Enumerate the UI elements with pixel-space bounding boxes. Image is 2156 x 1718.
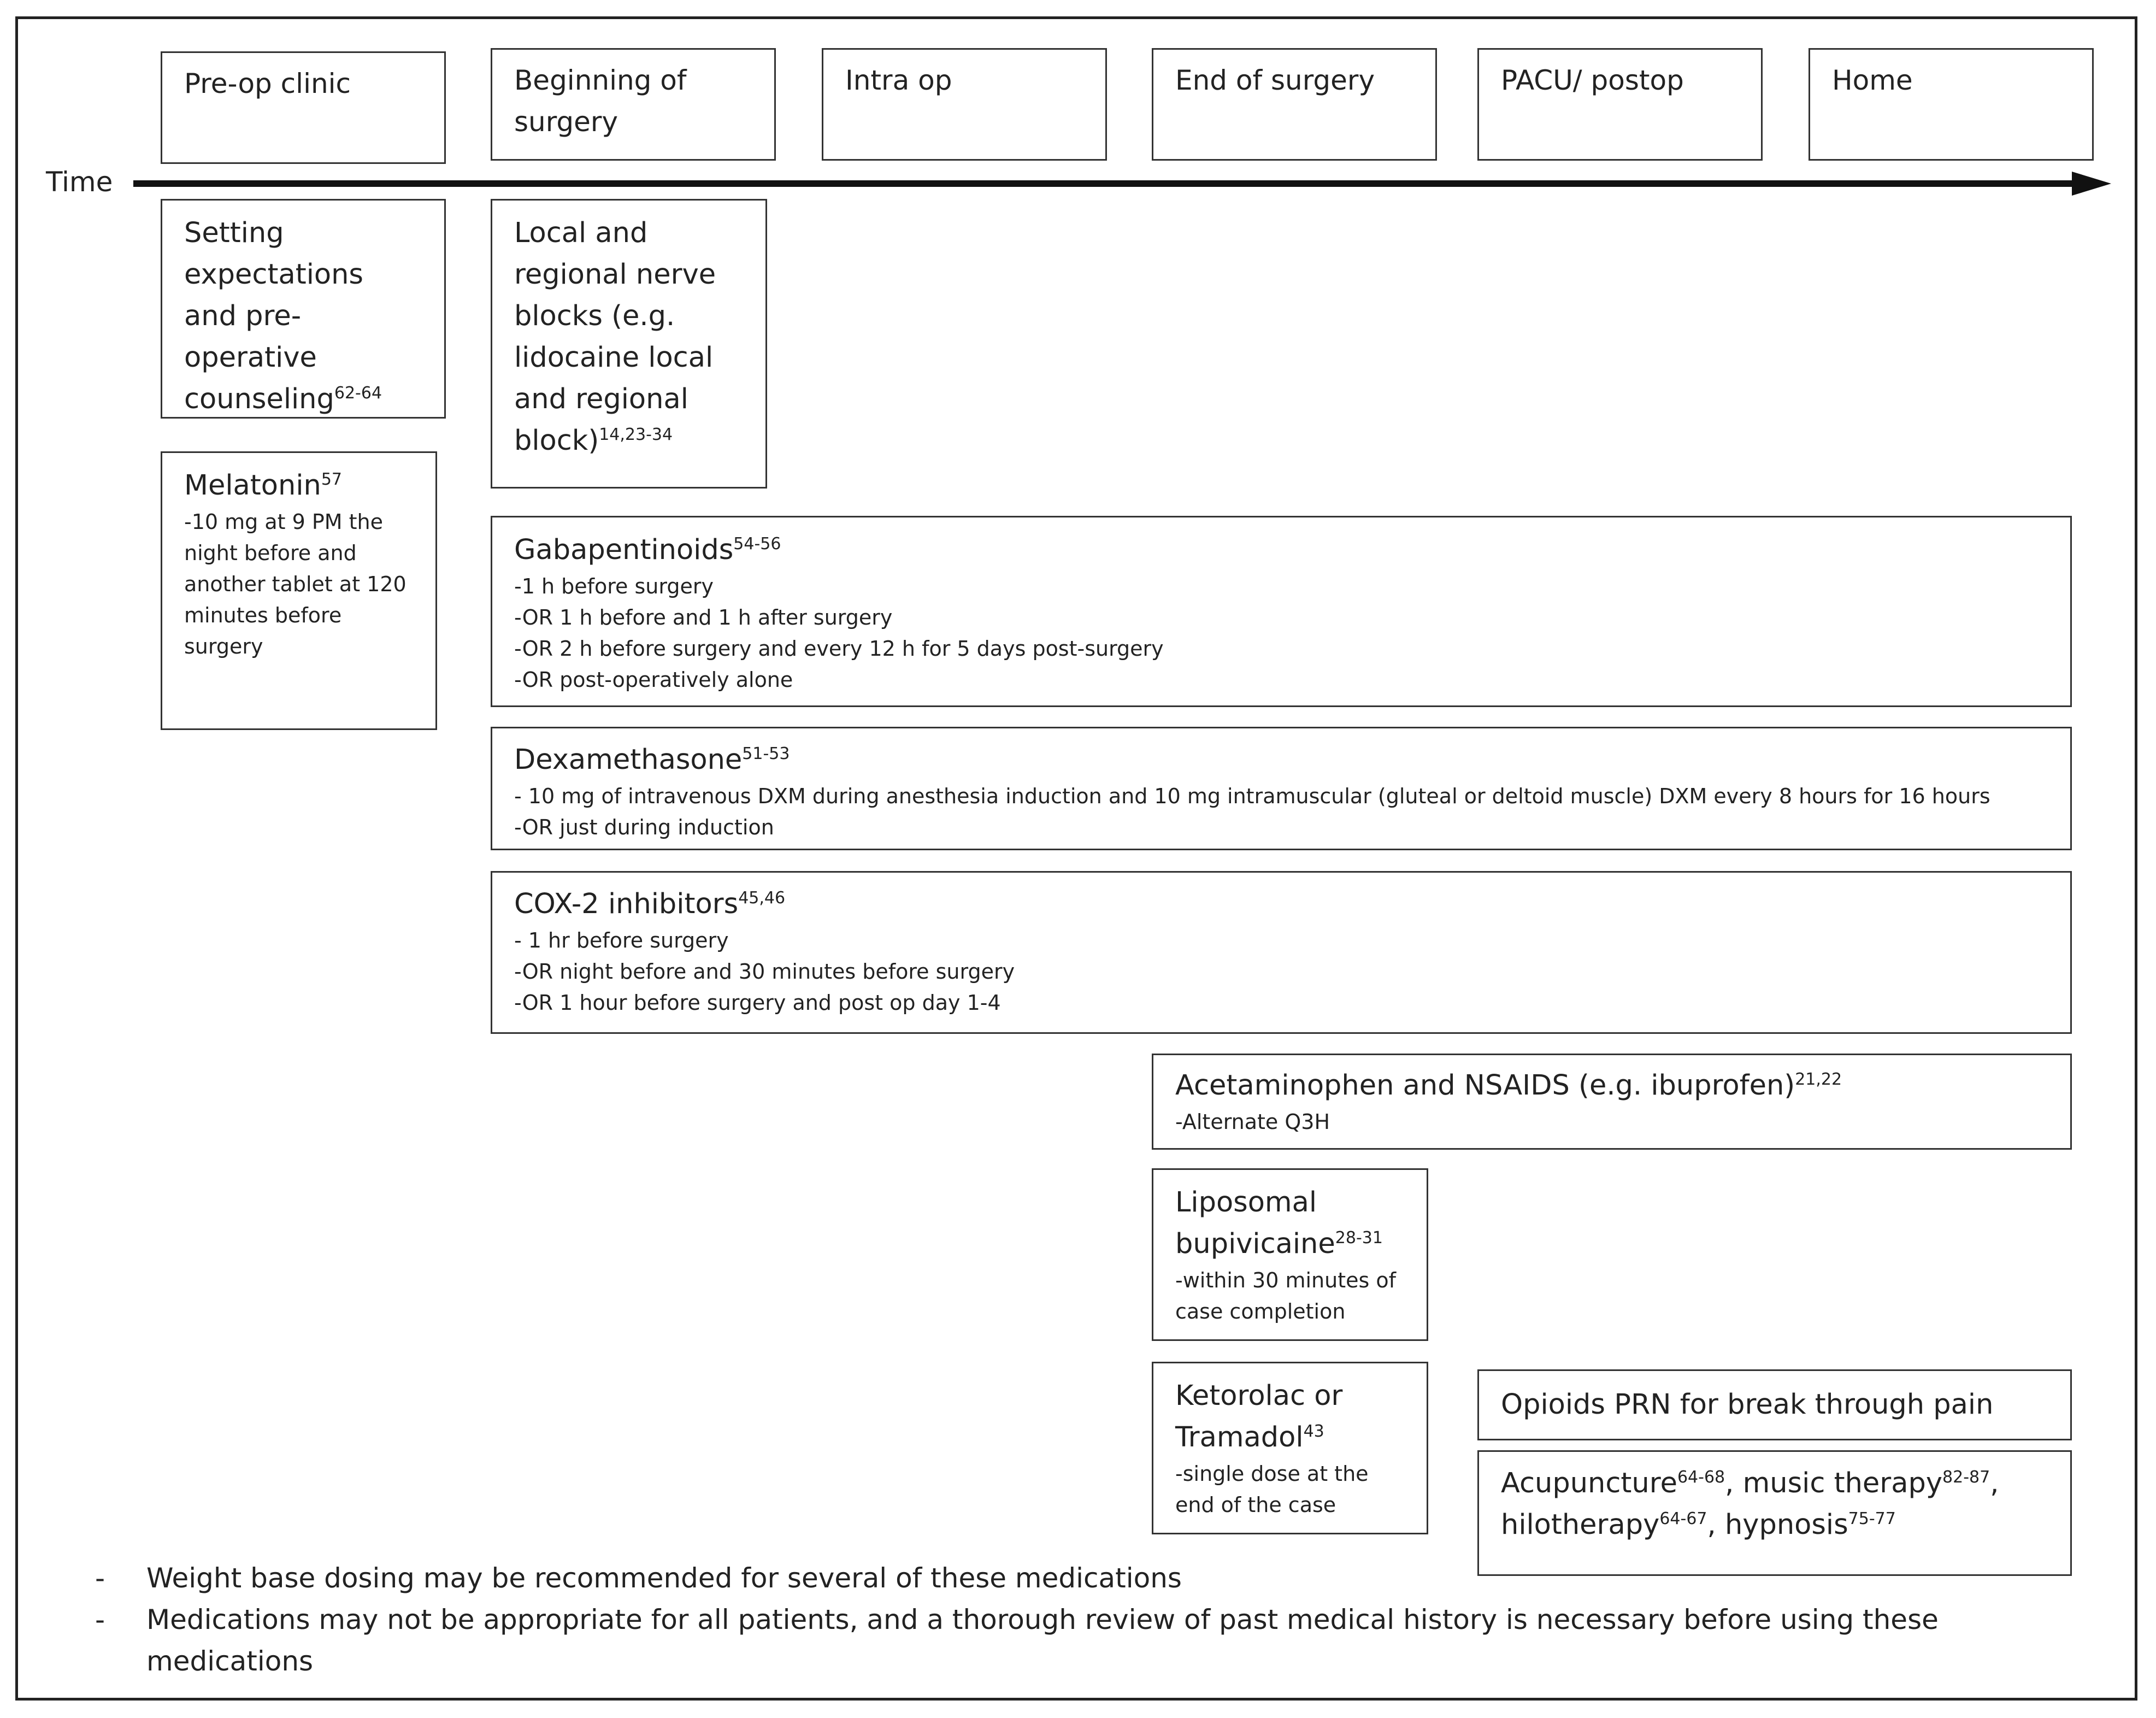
local-blocks-title: Local and regional nerve blocks (e.g. lidocaine local and regional block)$^{14,23-34}$ (514, 217, 716, 457)
liposomal-title: Liposomal bupivicaine$^{28-31}$ (1175, 1186, 1383, 1260)
ketorolac-detail: -single dose at the end of the case (1175, 1462, 1369, 1517)
note-appropriateness: Medications may not be appropriate for all patients, and a thorough review of past medical history is necessary before using these medications (146, 1604, 1939, 1677)
note-bullet: - (95, 1604, 105, 1635)
cox2-detail: -OR 1 hour before surgery and post op day 1-4 (514, 991, 1001, 1015)
gabapentinoids-detail: -OR post-operatively alone (514, 668, 793, 692)
liposomal-detail: -within 30 minutes of case completion (1175, 1268, 1397, 1323)
dexamethasone-box (491, 727, 2072, 850)
phase-label: Home (1832, 64, 1913, 96)
acetaminophen-box (1152, 1054, 2072, 1150)
gabapentinoids-detail: -1 h before surgery (514, 574, 714, 598)
gabapentinoids-detail: -OR 2 h before surgery and every 12 h for 5 days post-surgery (514, 637, 1164, 661)
ketorolac-title: Ketorolac or Tramadol$^{43}$ (1175, 1380, 1343, 1454)
dexamethasone-title: Dexamethasone$^{51-53}$ (514, 744, 790, 776)
opioids-title: Opioids PRN for break through pain (1501, 1388, 1994, 1421)
phase-pre-op-clinic (161, 51, 446, 164)
phase-home (1809, 48, 2094, 161)
dexamethasone-detail: - 10 mg of intravenous DXM during anesthesia induction and 10 mg intramuscular (gluteal or deltoid muscle) DXM every 8 hours for 16 hours (514, 784, 1990, 808)
expectations-title: Setting expectations and pre-operative counseling$^{62-64}$ (184, 217, 382, 415)
phase-label: PACU/ postop (1501, 64, 1684, 96)
phase-label: Intra op (845, 64, 952, 96)
note-bullet: - (95, 1562, 105, 1594)
phase-pacu-postop (1477, 48, 1763, 161)
nonpharm-line-1: Acupuncture$^{64-68}$, music therapy$^{82-87}$, (1501, 1467, 1999, 1499)
melatonin-box (161, 451, 437, 730)
phase-beginning-of-surgery (491, 48, 776, 161)
gabapentinoids-detail: -OR 1 h before and 1 h after surgery (514, 605, 893, 629)
gabapentinoids-title: Gabapentinoids$^{54-56}$ (514, 534, 781, 566)
nonpharm-line-2: hilotherapy$^{64-67}$, hypnosis$^{75-77}$ (1501, 1509, 1896, 1541)
cox2-box (491, 871, 2072, 1034)
expectations-box (161, 199, 446, 419)
acetaminophen-title: Acetaminophen and NSAIDS (e.g. ibuprofen)$^{21,22}$ (1175, 1069, 1842, 1102)
melatonin-detail: -10 mg at 9 PM the night before and another tablet at 120 minutes before surgery (184, 510, 407, 658)
acetaminophen-detail: -Alternate Q3H (1175, 1110, 1330, 1134)
phase-end-of-surgery (1152, 48, 1437, 161)
cox2-title: COX-2 inhibitors$^{45,46}$ (514, 888, 786, 920)
liposomal-box (1152, 1168, 1428, 1341)
phase-label: Beginning of surgery (514, 64, 687, 138)
gabapentinoids-box (491, 516, 2072, 707)
melatonin-title: Melatonin$^{57}$ (184, 469, 343, 502)
phase-label: Pre-op clinic (184, 68, 351, 99)
time-axis-arrow (133, 172, 2111, 199)
local-blocks-box (491, 199, 767, 489)
cox2-detail: - 1 hr before surgery (514, 928, 729, 952)
opioids-box (1477, 1369, 2072, 1440)
cox2-detail: -OR night before and 30 minutes before surgery (514, 960, 1015, 984)
phase-label: End of surgery (1175, 64, 1375, 96)
dexamethasone-detail: -OR just during induction (514, 815, 774, 839)
note-weight-dosing: Weight base dosing may be recommended for several of these medications (146, 1562, 1182, 1594)
phase-intra-op (822, 48, 1107, 161)
ketorolac-box (1152, 1362, 1428, 1534)
time-axis-label: Time (46, 166, 113, 198)
